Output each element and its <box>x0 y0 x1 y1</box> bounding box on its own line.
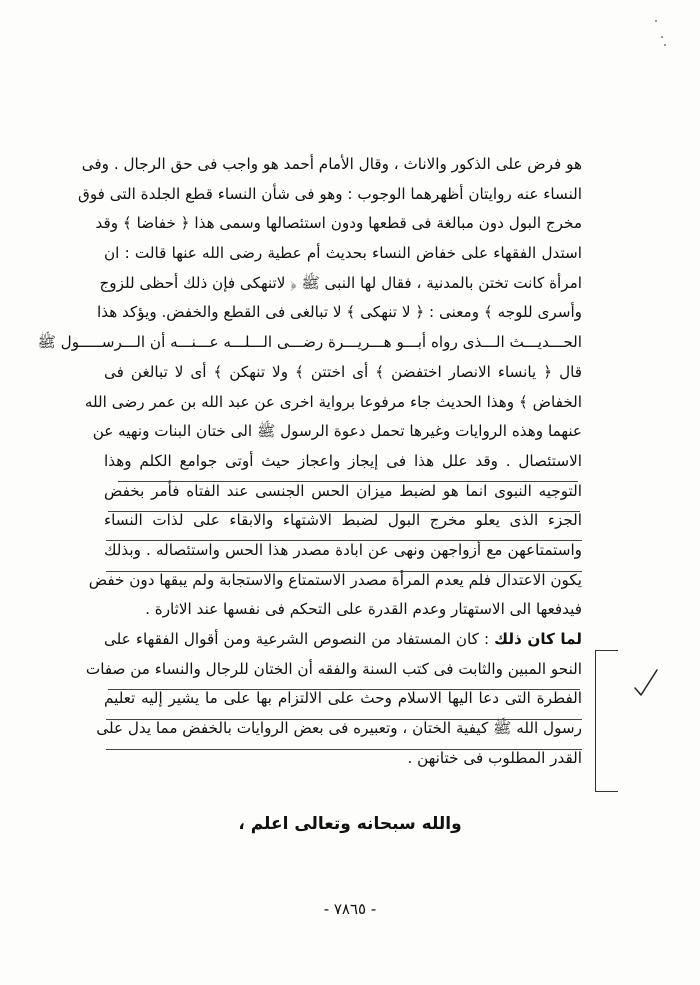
handwritten-underline <box>118 481 578 482</box>
conclusion-line: النحو المبين والثابت فى كتب السنة والفقه أن الختان للرجال والنساء من صفات <box>85 659 582 678</box>
text-line: وأسرى للوجه ﴾ ومعنى : ﴿ لا تنهكى ﴾ لا تبالغى فى القطع والخفض. ويؤكد هذا <box>97 303 582 322</box>
text-line: امرأة كانت تختن بالمدنية ، فقال لها النبى ﷺ ﴿ لاتنهكى فإن ذلك أحظى للزوج <box>99 273 582 292</box>
text-line: الحـــديـــث الـــذى رواه أبـــو هـــريـــرة رضـــى الـــلـــه عـــنـــه أن الـــرســـــول ﷺ <box>37 333 582 352</box>
conclusion-line: الفطرة التى دعا اليها الاسلام وحث على الالتزام بها على ما يشير إليه تعليم <box>104 689 582 708</box>
text-line: عنهما وهذه الروايات وغيرها تحمل دعوة الرسول ﷺ الى ختان البنات ونهيه عن <box>92 422 582 441</box>
handwritten-underline <box>108 511 580 512</box>
conclusion-line: القدر المطلوب فى ختانهن . <box>407 748 582 767</box>
text-line: الجزء الذى يعلو مخرج البول لضبط الاشتهاء والابقاء على لذات النساء <box>104 511 582 530</box>
margin-bracket <box>595 650 618 792</box>
text-line: قال ﴿ يانساء الانصار اختفضن ﴾ أى اختتن ﴾ ولا تنهكن ﴾ أى لا تبالغن فى <box>104 362 582 381</box>
page-number: - ٧٨٦٥ - <box>323 900 377 918</box>
text-line: التوجيه النبوى انما هو لضبط ميزان الحس الجنسى عند الفتاه فأمر بخفض <box>104 481 582 500</box>
body-text <box>37 150 582 773</box>
handwritten-underline <box>106 540 582 541</box>
closing-phrase: والله سبحانه وتعالى اعلم ، <box>238 814 462 834</box>
text-line: الاستئصال . وقد علل هذا فى إيجاز واعجاز حيث أوتى جوامع الكلم وهذا <box>104 451 582 470</box>
conclusion-lead: لما كان ذلك <box>494 630 582 648</box>
text-line: استدل الفقهاء على خفاض النساء بحديث أم عطية رضى الله عنها قالت : ان <box>104 244 582 263</box>
handwritten-underline <box>106 749 582 750</box>
check-mark-icon <box>633 668 659 698</box>
text-line: النساء عنه روايتان أظهرهما الوجوب : وهو فى شأن النساء قطع الجلدة التى فوق <box>78 184 582 203</box>
conclusion-first-rest: : كان المستفاد من النصوص الشرعية ومن أقوال الفقهاء على <box>104 630 495 648</box>
scan-speck <box>655 20 657 22</box>
conclusion-first-line <box>104 625 582 655</box>
text-line: مخرج البول دون مبالغة فى قطعها ودون استئصالها وسمى هذا ﴿ خفاضا ﴾ وقد <box>95 214 582 233</box>
text-line: يكون الاعتدال فلم يعدم المرأة مصدر الاستمتاع والاستجابة ولم يبقها دون خفض <box>88 570 582 589</box>
text-line: واستمتاعهن مع أزواجهن ونهى عن ابادة مصدر هذا الحس واستئصاله . وبذلك <box>104 540 582 559</box>
scan-speck <box>661 36 663 38</box>
handwritten-underline <box>108 689 580 690</box>
handwritten-underline <box>106 571 582 572</box>
handwritten-underline <box>106 719 582 720</box>
text-line: الخفاض ﴾ وهذا الحديث جاء مرفوعا برواية اخرى عن عبد الله بن عمر رضى الله <box>84 392 582 411</box>
text-line: هو فرض على الذكور والاناث ، وقال الأمام أحمد هو واجب فى حق الرجال . وفى <box>81 155 582 173</box>
text-line: فيدفعها الى الاستهتار وعدم القدرة على التحكم فى نفسها عند الاثارة . <box>145 600 582 619</box>
scan-speck <box>664 44 666 46</box>
conclusion-line: رسول الله ﷺ كيفية الختان ، وتعبيره فى بعض الروايات بالخفض مما يدل على <box>96 719 582 738</box>
